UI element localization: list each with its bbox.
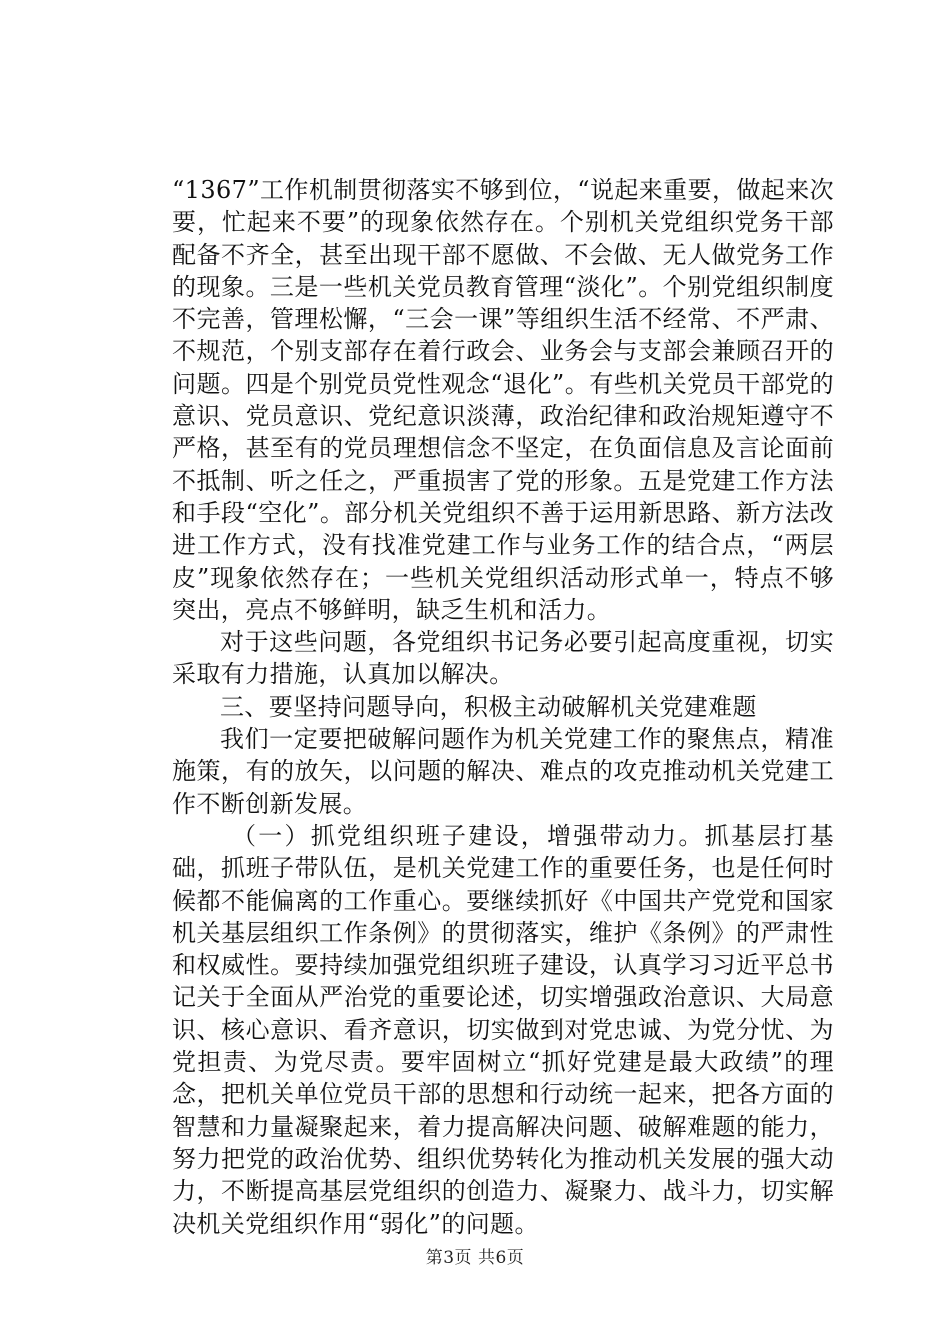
section-heading-three: 三、要坚持问题导向，积极主动破解机关党建难题 (220, 692, 757, 721)
paragraph-problems-list: “1367”工作机制贯彻落实不够到位，“说起来重要，做起来次要，忙起来不要”的现象依然存在。个别机关党组织党务干部配备不齐全，甚至出现干部不愿做、不会做、无人做党务工作的现象。三是一些机关党员教育管理“淡化”。个别党组织制度不完善，管理松懈，“三会一课”等组织生活不经常、不严肃、不规范，个别支部存在着行政会、业务会与支部会兼顾召开的问题。四是个别党员党性观念“退化”。有些机关党员干部党的意识、党员意识、党纪意识淡薄，政治纪律和政治规矩遵守不严格，甚至有的党员理想信念不坚定，在负面信息及言论面前不抵制、听之任之，严重损害了党的形象。五是党建工作方法和手段“空化”。部分机关党组织不善于运用新思路、新方法改进工作方式，没有找准党建工作与业务工作的结合点，“两层皮”现象依然存在；一些机关党组织活动形式单一，特点不够突出，亮点不够鲜明，缺乏生机和活力。 (172, 176, 834, 624)
paragraph-attention: 对于这些问题，各党组织书记务必要引起高度重视，切实采取有力措施，认真加以解决。 (172, 628, 834, 689)
page-number-footer: 第3页 共6页 (425, 1248, 525, 1268)
paragraph-focus: 我们一定要把破解问题作为机关党建工作的聚焦点，精准施策，有的放矢，以问题的解决、难点的攻克推动机关党建工作不断创新发展。 (172, 725, 834, 818)
document-body (172, 174, 834, 1240)
paragraph-subsection-one: （一）抓党组织班子建设，增强带动力。抓基层打基础，抓班子带队伍，是机关党建工作的重要任务，也是任何时候都不能偏离的工作重心。要继续抓好《中国共产党党和国家机关基层组织工作条例》的贯彻落实，维护《条例》的严肃性和权威性。要持续加强党组织班子建设，认真学习习近平总书记关于全面从严治党的重要论述，切实增强政治意识、大局意识、核心意识、看齐意识，切实做到对党忠诚、为党分忧、为党担责、为党尽责。要牢固树立“抓好党建是最大政绩”的理念，把机关单位党员干部的思想和行动统一起来，把各方面的智慧和力量凝聚起来，着力提高解决问题、破解难题的能力，努力把党的政治优势、组织优势转化为推动机关发展的强大动力，不断提高基层党组织的创造力、凝聚力、战斗力，切实解决机关党组织作用“弱化”的问题。 (172, 821, 834, 1238)
